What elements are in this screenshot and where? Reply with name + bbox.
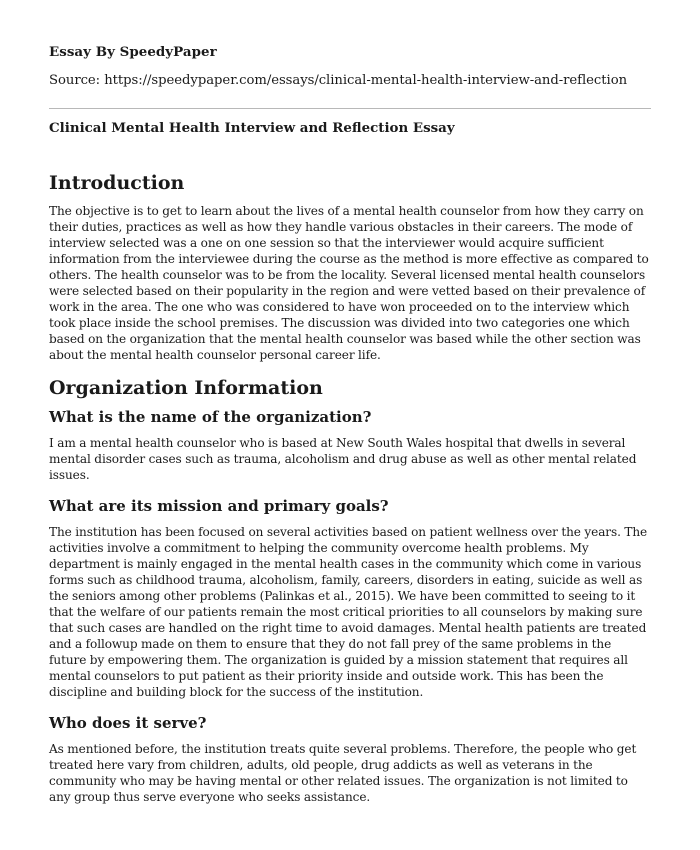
- essay-body: [49, 172, 651, 805]
- question-who-serves-heading: Who does it serve?: [49, 714, 207, 732]
- question-organization-name-answer: I am a mental health counselor who is based at New South Wales hospital that dwells in several mental disorder cases such as trauma, alcoholism and drug abuse as well as other mental related issues.: [49, 436, 637, 482]
- introduction-paragraph: The objective is to get to learn about the lives of a mental health counselor from how they carry on their duties, practices as well as how they handle various obstacles in their careers. The mode of interview selected was a one on one session so that the interviewer would acquire sufficient information from the interviewee during the course as the method is more effective as compared to others. The health counselor was to be from the locality. Several licensed mental health counselors were selected based on their popularity in the region and were vetted based on their prevalence of work in the area. The one who was considered to have won proceeded on to the interview which took place inside the school premises. The discussion was divided into two categories one which based on the organization that the mental health counselor was based while the other section was about the mental health counselor personal career life.: [49, 204, 649, 362]
- introduction-heading: Introduction: [49, 172, 185, 194]
- site-title: Essay By SpeedyPaper: [49, 44, 217, 60]
- question-organization-name-heading: What is the name of the organization?: [49, 408, 372, 426]
- source-line: Source: https://speedypaper.com/essays/clinical-mental-health-interview-and-reflection: [49, 73, 628, 88]
- question-mission-answer: The institution has been focused on several activities based on patient wellness over the years. The activities involve a commitment to helping the community overcome health problems. My department is mainly engaged in the mental health cases in the community which come in various forms such as childhood trauma, alcoholism, family, careers, disorders in eating, suicide as well as the seniors among other problems (Palinkas et al., 2015). We have been committed to seeing to it that the welfare of our patients remain the most critical priorities to all counselors by making sure that such cases are handled on the right time to avoid damages. Mental health patients are treated and a followup made on them to ensure that they do not fall prey of the same problems in the future by empowering them. The organization is guided by a mission statement that requires all mental counselors to put patient as their priority inside and outside work. This has been the discipline and building block for the success of the institution.: [49, 525, 648, 699]
- essay-title: Clinical Mental Health Interview and Reflection Essay: [49, 120, 455, 136]
- header-divider: [49, 108, 651, 109]
- question-who-serves-answer: As mentioned before, the institution treats quite several problems. Therefore, the people who get treated here vary from children, adults, old people, drug addicts as well as veterans in the community who may be having mental or other related issues. The organization is not limited to any group thus serve everyone who seeks assistance.: [49, 742, 637, 804]
- question-mission-heading: What are its mission and primary goals?: [49, 497, 389, 515]
- organization-heading: Organization Information: [49, 377, 323, 399]
